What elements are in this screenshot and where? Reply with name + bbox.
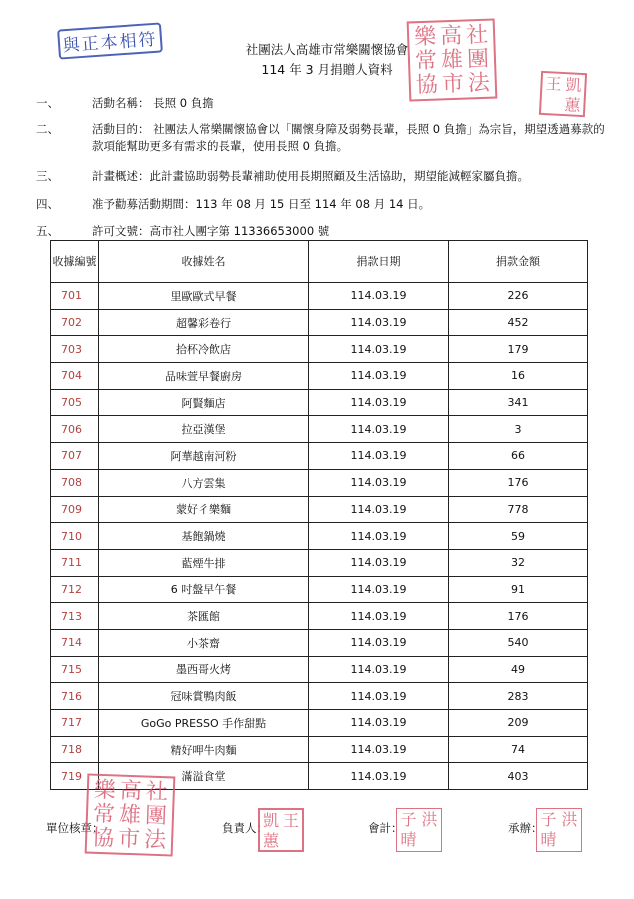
receipt-no-cell: 716 — [51, 683, 99, 710]
receipt-name-cell: 里歐歐式早餐 — [99, 283, 309, 310]
amount-cell: 3 — [449, 416, 588, 443]
table-row — [51, 656, 588, 683]
header-receipt-name: 收據姓名 — [99, 241, 309, 283]
header-date: 捐款日期 — [309, 241, 449, 283]
section-2: 二、 活動目的： 社團法人常樂關懷協會以「關懷身障及弱勢長輩，長照 0 負擔」為宗旨，期望透過募款的款項能幫助更多有需求的長輩，使用長照 0 負擔。 — [36, 122, 605, 153]
amount-cell: 778 — [449, 496, 588, 523]
amount-cell: 226 — [449, 283, 588, 310]
amount-cell: 16 — [449, 363, 588, 390]
receipt-no-cell: 703 — [51, 336, 99, 363]
handler-label: 承辦： — [508, 821, 543, 835]
doc-subtitle: 114 年 3 月捐贈人資料 — [261, 62, 393, 77]
table-row — [51, 416, 588, 443]
table-row — [51, 629, 588, 656]
receipt-no-cell: 709 — [51, 496, 99, 523]
table-row — [51, 683, 588, 710]
accountant-label: 會計： — [368, 821, 403, 835]
date-cell: 114.03.19 — [309, 710, 449, 737]
donor-table — [50, 240, 588, 790]
receipt-name-cell: 阿華越南河粉 — [99, 443, 309, 470]
section-5: 五、 許可文號：高市社人團字第 11336653000 號 — [36, 224, 330, 238]
receipt-name-cell: 冠味賞鴨肉飯 — [99, 683, 309, 710]
amount-cell: 49 — [449, 656, 588, 683]
receipt-name-cell: 蒙好彳樂麵 — [99, 496, 309, 523]
receipt-name-cell: 基飽鍋燒 — [99, 523, 309, 550]
unit-seal-label: 單位核章： — [46, 821, 104, 835]
receipt-no-cell: 715 — [51, 656, 99, 683]
receipt-name-cell: 小茶齋 — [99, 629, 309, 656]
receipt-name-cell: 品味萱早餐廚房 — [99, 363, 309, 390]
date-cell: 114.03.19 — [309, 443, 449, 470]
amount-cell: 403 — [449, 763, 588, 790]
amount-cell: 176 — [449, 603, 588, 630]
receipt-no-cell: 707 — [51, 443, 99, 470]
receipt-no-cell: 718 — [51, 736, 99, 763]
amount-cell: 74 — [449, 736, 588, 763]
amount-cell: 59 — [449, 523, 588, 550]
table-row — [51, 336, 588, 363]
date-cell: 114.03.19 — [309, 763, 449, 790]
table-row — [51, 443, 588, 470]
accountant-seal: 子 洪 晴 — [396, 808, 442, 852]
receipt-name-cell: 八方雲集 — [99, 469, 309, 496]
receipt-name-cell: GoGo PRESSO 手作甜點 — [99, 710, 309, 737]
header-receipt-no: 收據編號 — [51, 241, 99, 283]
amount-cell: 179 — [449, 336, 588, 363]
receipt-no-cell: 701 — [51, 283, 99, 310]
receipt-name-cell: 茶匯館 — [99, 603, 309, 630]
section-4: 四、 准予勸募活動期間：113 年 08 月 15 日至 114 年 08 月 14 日。 — [36, 197, 431, 211]
receipt-name-cell: 墨西哥火烤 — [99, 656, 309, 683]
date-cell: 114.03.19 — [309, 469, 449, 496]
receipt-no-cell: 719 — [51, 763, 99, 790]
table-row — [51, 576, 588, 603]
date-cell: 114.03.19 — [309, 496, 449, 523]
receipt-name-cell: 6 吋盤早午餐 — [99, 576, 309, 603]
receipt-no-cell: 702 — [51, 309, 99, 336]
receipt-name-cell: 拉亞漢堡 — [99, 416, 309, 443]
receipt-no-cell: 711 — [51, 549, 99, 576]
table-row — [51, 710, 588, 737]
table-header-row — [51, 241, 588, 283]
date-cell: 114.03.19 — [309, 656, 449, 683]
owner-label: 負責人： — [222, 821, 268, 835]
date-cell: 114.03.19 — [309, 283, 449, 310]
receipt-name-cell: 精好呷牛肉麵 — [99, 736, 309, 763]
date-cell: 114.03.19 — [309, 363, 449, 390]
date-cell: 114.03.19 — [309, 576, 449, 603]
amount-cell: 66 — [449, 443, 588, 470]
org-title: 社團法人高雄市常樂關懷協會 — [245, 42, 409, 57]
receipt-no-cell: 705 — [51, 389, 99, 416]
receipt-name-cell: 超馨彩卷行 — [99, 309, 309, 336]
date-cell: 114.03.19 — [309, 603, 449, 630]
receipt-no-cell: 704 — [51, 363, 99, 390]
table-row — [51, 736, 588, 763]
amount-cell: 209 — [449, 710, 588, 737]
owner-seal-top: 王 凱 蕙 — [539, 71, 587, 117]
date-cell: 114.03.19 — [309, 629, 449, 656]
table-row — [51, 283, 588, 310]
receipt-no-cell: 714 — [51, 629, 99, 656]
receipt-no-cell: 710 — [51, 523, 99, 550]
date-cell: 114.03.19 — [309, 523, 449, 550]
receipt-no-cell: 706 — [51, 416, 99, 443]
amount-cell: 32 — [449, 549, 588, 576]
date-cell: 114.03.19 — [309, 416, 449, 443]
copy-certified-stamp: 與正本相符 — [57, 22, 163, 59]
table-row — [51, 469, 588, 496]
amount-cell: 91 — [449, 576, 588, 603]
owner-seal-bottom: 凱 王 蕙 — [258, 808, 304, 852]
date-cell: 114.03.19 — [309, 683, 449, 710]
header-amount: 捐款金額 — [449, 241, 588, 283]
amount-cell: 452 — [449, 309, 588, 336]
receipt-no-cell: 708 — [51, 469, 99, 496]
date-cell: 114.03.19 — [309, 549, 449, 576]
amount-cell: 176 — [449, 469, 588, 496]
table-row — [51, 603, 588, 630]
amount-cell: 341 — [449, 389, 588, 416]
date-cell: 114.03.19 — [309, 309, 449, 336]
table-row — [51, 496, 588, 523]
receipt-no-cell: 712 — [51, 576, 99, 603]
amount-cell: 540 — [449, 629, 588, 656]
org-seal-top: 樂 高 社 常 雄 團 協 市 法 — [407, 18, 498, 101]
handler-seal: 子 洪 晴 — [536, 808, 582, 852]
receipt-no-cell: 717 — [51, 710, 99, 737]
date-cell: 114.03.19 — [309, 336, 449, 363]
receipt-name-cell: 藍煙牛排 — [99, 549, 309, 576]
table-row — [51, 523, 588, 550]
date-cell: 114.03.19 — [309, 389, 449, 416]
amount-cell: 283 — [449, 683, 588, 710]
table-row — [51, 549, 588, 576]
org-seal-bottom: 樂 高 社 常 雄 團 協 市 法 — [85, 773, 176, 856]
date-cell: 114.03.19 — [309, 736, 449, 763]
table-row — [51, 309, 588, 336]
table-row — [51, 389, 588, 416]
receipt-name-cell: 滿溢食堂 — [99, 763, 309, 790]
receipt-name-cell: 拾杯冷飲店 — [99, 336, 309, 363]
table-row — [51, 363, 588, 390]
section-3: 三、 計畫概述：此計畫協助弱勢長輩補助使用長期照顧及生活協助，期望能減輕家屬負擔。 — [36, 169, 529, 183]
receipt-name-cell: 阿賢麵店 — [99, 389, 309, 416]
receipt-no-cell: 713 — [51, 603, 99, 630]
section-1: 一、 活動名稱： 長照 0 負擔 — [36, 96, 214, 110]
